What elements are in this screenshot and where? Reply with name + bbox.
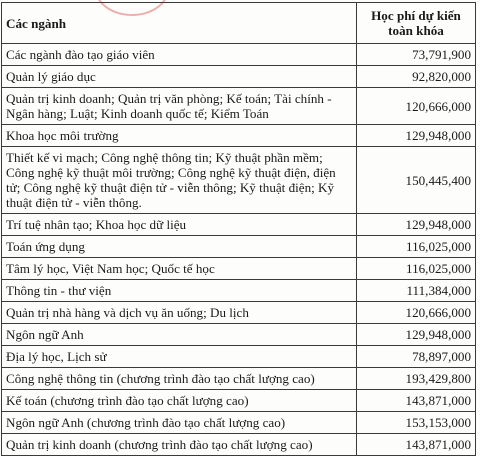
fee-cell: 73,791,900: [357, 44, 476, 66]
major-cell: Kế toán (chương trình đào tạo chất lượng cao): [2, 390, 357, 412]
table-header-row: [2, 3, 476, 44]
table-body: [2, 44, 476, 456]
major-cell: Ngôn ngữ Anh: [2, 324, 357, 346]
header-fee-line2: toàn khóa: [388, 23, 444, 38]
fee-cell: 120,666,000: [357, 88, 476, 125]
fee-cell: 111,384,000: [357, 280, 476, 302]
table-row: [2, 346, 476, 368]
fee-cell: 116,025,000: [357, 258, 476, 280]
table-row: [2, 88, 476, 125]
tuition-fee-table: [1, 2, 476, 456]
major-cell: Thiết kế vi mạch; Công nghệ thông tin; Kỹ thuật phần mềm; Công nghệ kỹ thuật môi trường; Công nghệ kỹ thuật điện, điện tử; Công nghệ kỹ thuật điện tử - viễn thông; Kỹ thuật điện; Kỹ thuật điện tử - viễn thông.: [2, 147, 357, 214]
major-cell: Thông tin - thư viện: [2, 280, 357, 302]
fee-cell: 92,820,000: [357, 66, 476, 88]
major-cell: Quản trị nhà hàng và dịch vụ ăn uống; Du lịch: [2, 302, 357, 324]
major-cell: Công nghệ thông tin (chương trình đào tạo chất lượng cao): [2, 368, 357, 390]
table-row: [2, 280, 476, 302]
major-cell: Khoa học môi trường: [2, 125, 357, 147]
major-cell: Quản lý giáo dục: [2, 66, 357, 88]
table-row: [2, 44, 476, 66]
table-row: [2, 236, 476, 258]
fee-cell: 143,871,000: [357, 434, 476, 456]
fee-cell: 193,429,800: [357, 368, 476, 390]
major-cell: Ngôn ngữ Anh (chương trình đào tạo chất lượng cao): [2, 412, 357, 434]
fee-cell: 129,948,000: [357, 214, 476, 236]
table-row: [2, 302, 476, 324]
major-cell: Toán ứng dụng: [2, 236, 357, 258]
header-fee: [357, 3, 476, 44]
table-row: [2, 66, 476, 88]
table-row: [2, 258, 476, 280]
table-row: [2, 412, 476, 434]
fee-cell: 129,948,000: [357, 324, 476, 346]
table-row: [2, 324, 476, 346]
fee-cell: 153,153,000: [357, 412, 476, 434]
table-row: [2, 125, 476, 147]
fee-cell: 78,897,000: [357, 346, 476, 368]
major-cell: Quản trị kinh doanh (chương trình đào tạo chất lượng cao): [2, 434, 357, 456]
major-cell: Trí tuệ nhân tạo; Khoa học dữ liệu: [2, 214, 357, 236]
fee-cell: 129,948,000: [357, 125, 476, 147]
fee-cell: 150,445,400: [357, 147, 476, 214]
major-cell: Địa lý học, Lịch sử: [2, 346, 357, 368]
table-row: [2, 390, 476, 412]
fee-cell: 143,871,000: [357, 390, 476, 412]
fee-cell: 120,666,000: [357, 302, 476, 324]
table-row: [2, 368, 476, 390]
major-cell: Các ngành đào tạo giáo viên: [2, 44, 357, 66]
fee-cell: 116,025,000: [357, 236, 476, 258]
major-cell: Quản trị kinh doanh; Quản trị văn phòng; Kế toán; Tài chính - Ngân hàng; Luật; Kinh doanh quốc tế; Kiểm Toán: [2, 88, 357, 125]
major-cell: Tâm lý học, Việt Nam học; Quốc tế học: [2, 258, 357, 280]
header-major: Các ngành: [2, 3, 357, 44]
table-row: [2, 147, 476, 214]
table-row: [2, 434, 476, 456]
header-fee-line1: Học phí dự kiến: [371, 8, 461, 23]
table-row: [2, 214, 476, 236]
